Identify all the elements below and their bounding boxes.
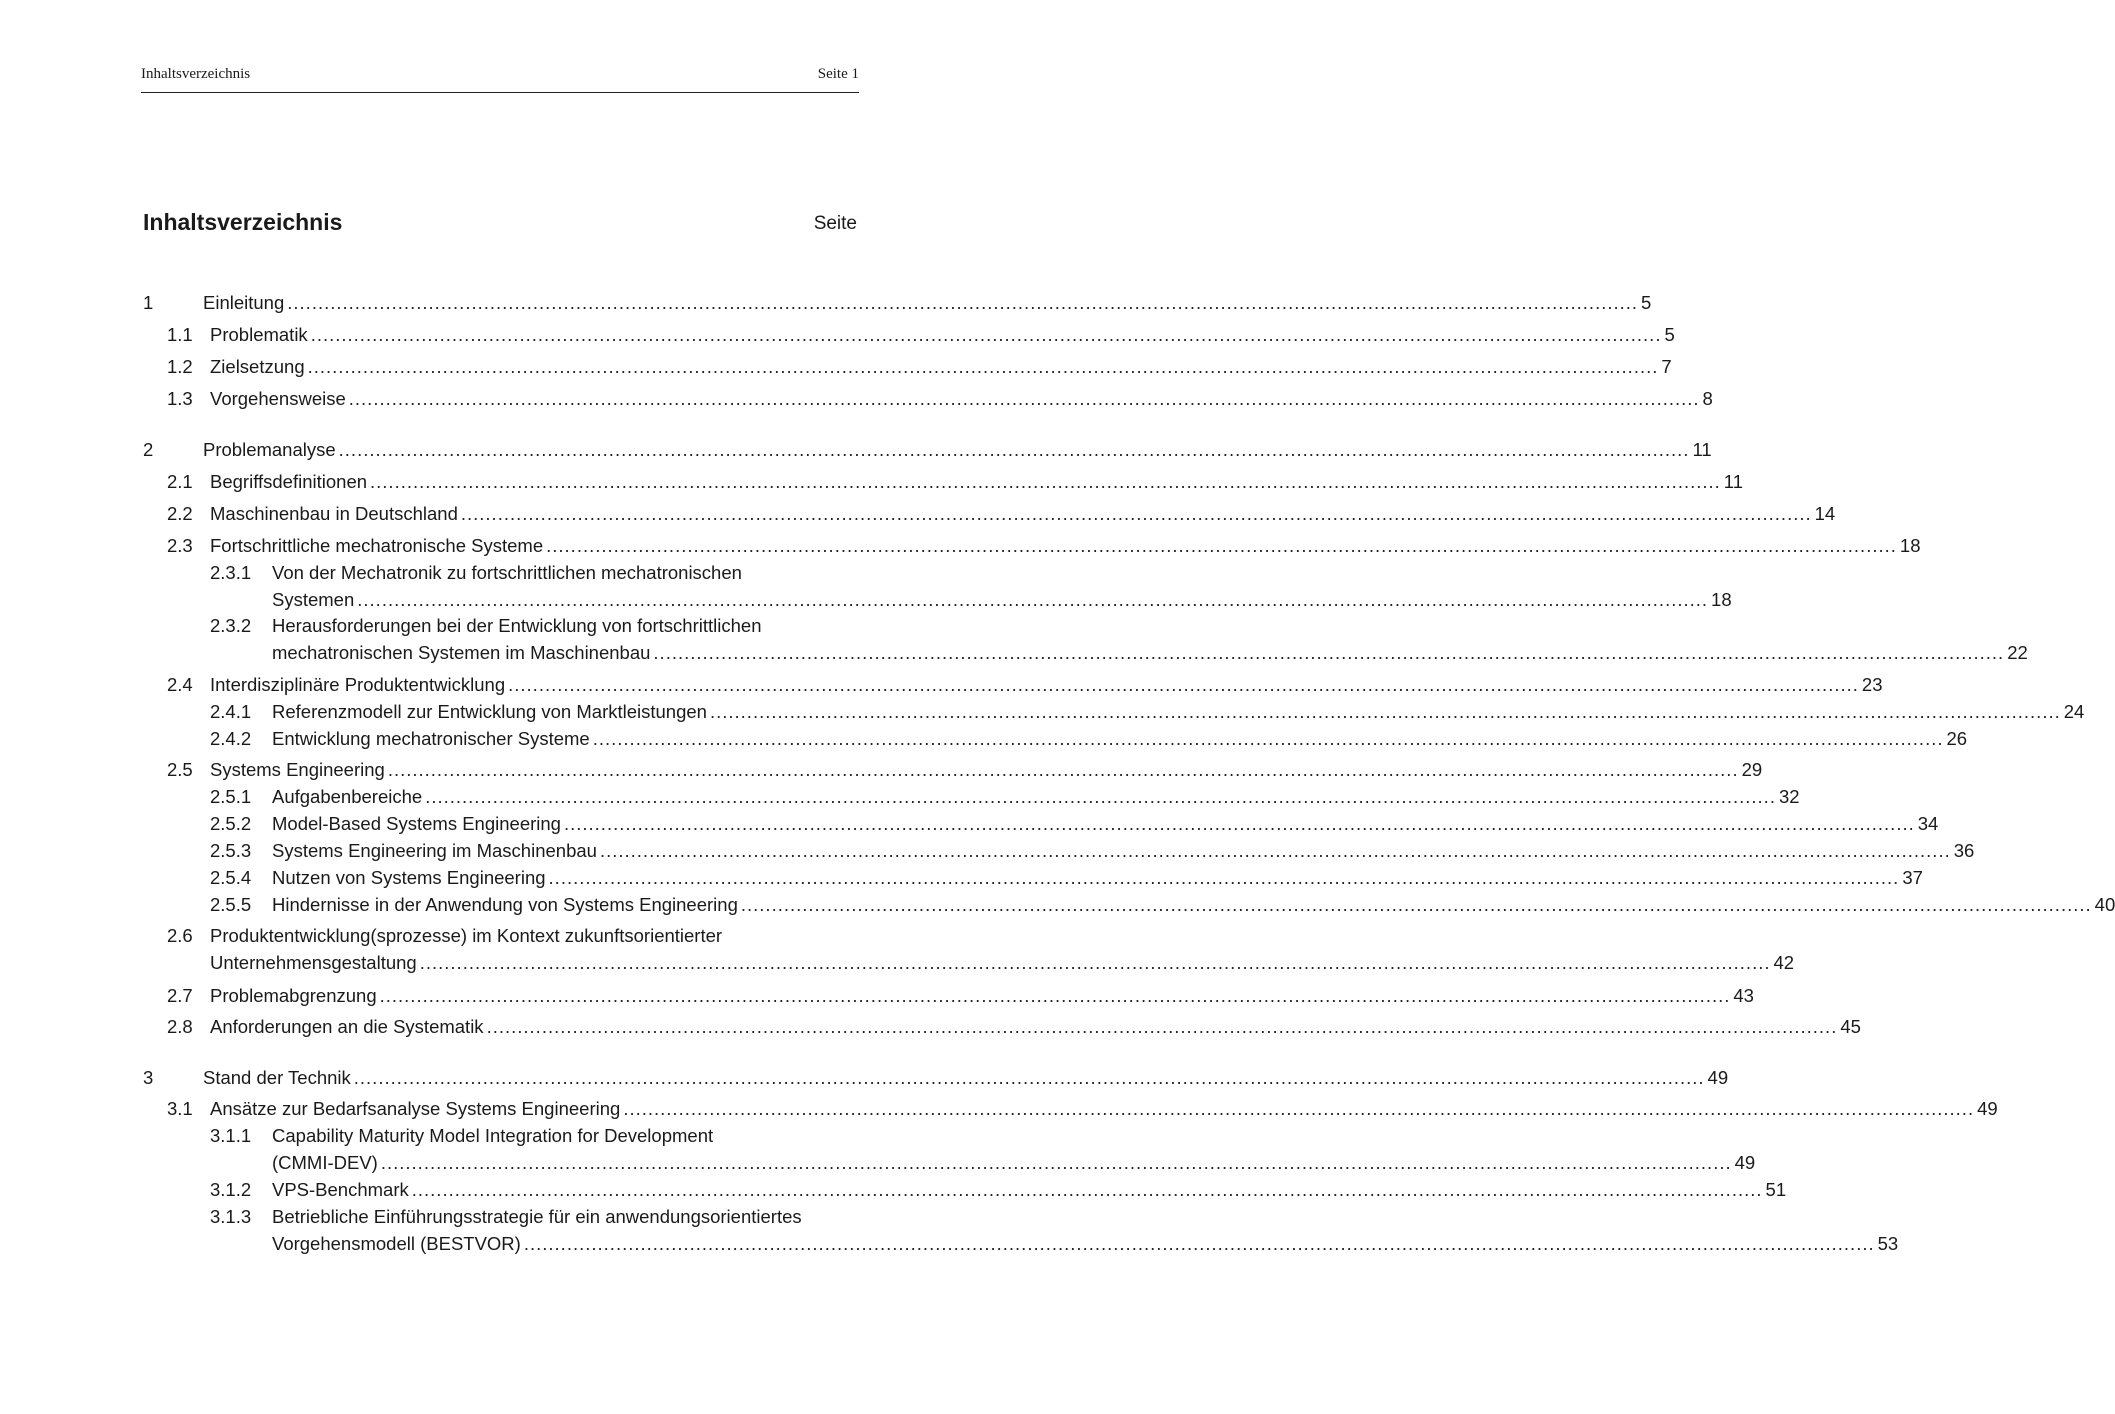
- toc-entry-number: 2.6: [167, 925, 193, 946]
- dot-leader: ............................................................................................................................................................................................................................: [623, 1098, 1975, 1119]
- dot-leader: ............................................................................................................................................................................................................................: [353, 1067, 1705, 1088]
- toc-entry-page: 40: [2094, 894, 2115, 915]
- toc-entry[interactable]: [143, 439, 1712, 466]
- dot-leader: ............................................................................................................................................................................................................................: [310, 324, 1662, 345]
- dot-leader: ............................................................................................................................................................................................................................: [380, 1152, 1732, 1173]
- dot-leader: ............................................................................................................................................................................................................................: [387, 759, 1739, 780]
- dot-leader: ............................................................................................................................................................................................................................: [563, 813, 1915, 834]
- toc-entry-title: Referenzmodell zur Entwicklung von Marktleistungen: [272, 701, 707, 722]
- toc-entry-number: 2.3.2: [210, 615, 252, 636]
- dot-leader: ............................................................................................................................................................................................................................: [523, 1233, 1875, 1254]
- toc-entry-title: (CMMI-DEV): [272, 1152, 378, 1173]
- toc-entry-title: Ansätze zur Bedarfsanalyse Systems Engineering: [210, 1098, 621, 1119]
- toc-entry-number: 1.3: [167, 388, 193, 409]
- toc-entry-title: Anforderungen an die Systematik: [210, 1016, 484, 1037]
- toc-page-column-label: Seite: [813, 213, 857, 234]
- toc-entry-number: 2.5.1: [210, 786, 252, 807]
- toc-entry[interactable]: [210, 701, 2085, 728]
- dot-leader: ............................................................................................................................................................................................................................: [653, 642, 2005, 663]
- toc-entry-page: 51: [1765, 1179, 1787, 1200]
- toc-entry-number: 3.1.1: [210, 1125, 252, 1146]
- toc-entry-number: 2.5: [167, 759, 193, 780]
- toc-entry-page: 24: [2063, 701, 2085, 722]
- toc-entry[interactable]: [210, 1206, 1899, 1260]
- toc-entry-page: 29: [1741, 759, 1763, 780]
- dot-leader: ............................................................................................................................................................................................................................: [425, 786, 1776, 807]
- toc-entry[interactable]: [210, 867, 1923, 894]
- toc-entry-page: 34: [1917, 813, 1939, 834]
- toc-entry-page: 22: [2007, 642, 2028, 663]
- toc-entry-page: 32: [1778, 786, 1800, 807]
- toc-entry-title: Von der Mechatronik zu fortschrittlichen mechatronischen: [272, 562, 742, 583]
- dot-leader: ............................................................................................................................................................................................................................: [709, 701, 2061, 722]
- toc-entry-title: Capability Maturity Model Integration for Development: [272, 1125, 714, 1146]
- toc-entry-title: Interdisziplinäre Produktentwicklung: [210, 674, 506, 695]
- toc-entry-number: 2: [143, 439, 154, 460]
- running-header: [141, 66, 859, 93]
- dot-leader: ............................................................................................................................................................................................................................: [592, 728, 1944, 749]
- toc-entry-title: Entwicklung mechatronischer Systeme: [272, 728, 590, 749]
- toc-entry-title: Vorgehensmodell (BESTVOR): [272, 1233, 521, 1254]
- toc-entry-number: 2.5.3: [210, 840, 252, 861]
- dot-leader: ............................................................................................................................................................................................................................: [599, 840, 1951, 861]
- toc-entry[interactable]: [143, 292, 1652, 319]
- toc-entry-title: Problematik: [210, 324, 308, 345]
- toc-entry-number: 2.5.4: [210, 867, 252, 888]
- toc-entry-page: 37: [1902, 867, 1923, 888]
- toc-entry[interactable]: [210, 728, 1968, 755]
- toc-entry-title: Zielsetzung: [210, 356, 305, 377]
- toc-entry[interactable]: [167, 1098, 1998, 1125]
- dot-leader: ............................................................................................................................................................................................................................: [419, 952, 1771, 973]
- toc-entry-title: Aufgabenbereiche: [272, 786, 423, 807]
- dot-leader: ............................................................................................................................................................................................................................: [548, 867, 1900, 888]
- toc-entry-number: 2.4.1: [210, 701, 252, 722]
- dot-leader: ............................................................................................................................................................................................................................: [370, 471, 1721, 492]
- dot-leader: ............................................................................................................................................................................................................................: [508, 674, 1859, 695]
- toc-entry-number: 3.1: [167, 1098, 193, 1119]
- toc-entry[interactable]: [167, 535, 1921, 562]
- toc-entry-page: 53: [1877, 1233, 1899, 1254]
- toc-entry-title: Stand der Technik: [203, 1067, 351, 1088]
- toc-entry-title: Hindernisse in der Anwendung von Systems Engineering: [272, 894, 738, 915]
- toc-entry-title: mechatronischen Systemen im Maschinenbau: [272, 642, 651, 663]
- toc-entry-page: 45: [1840, 1016, 1861, 1037]
- toc-entry-number: 2.4: [167, 674, 193, 695]
- toc-entry-page: 11: [1723, 471, 1744, 492]
- toc-entry-page: 5: [1664, 324, 1675, 345]
- toc-entry-number: 3: [143, 1067, 154, 1088]
- toc-entry-number: 1.1: [167, 324, 193, 345]
- toc-entry[interactable]: [210, 562, 1732, 616]
- toc-entry-number: 2.5.5: [210, 894, 252, 915]
- toc-entry-page: 8: [1702, 388, 1713, 409]
- toc-entry-title: Systemen: [272, 589, 355, 610]
- dot-leader: ............................................................................................................................................................................................................................: [460, 503, 1812, 524]
- toc-entry[interactable]: [210, 1125, 1756, 1179]
- toc-entry-title: Begriffsdefinitionen: [210, 471, 368, 492]
- toc-entry-page: 5: [1641, 292, 1652, 313]
- toc-entry[interactable]: [167, 503, 1836, 530]
- toc-entry[interactable]: [167, 471, 1744, 498]
- toc-entry[interactable]: [210, 813, 1939, 840]
- toc-entry-number: 2.8: [167, 1016, 193, 1037]
- toc-entry-number: 2.7: [167, 985, 193, 1006]
- toc-entry-page: 11: [1692, 439, 1712, 460]
- toc-entry[interactable]: [167, 1016, 1861, 1043]
- toc-entry[interactable]: [210, 786, 1800, 813]
- toc-entry-title: Model-Based Systems Engineering: [272, 813, 561, 834]
- toc-entry-title: Herausforderungen bei der Entwicklung von fortschrittlichen: [272, 615, 762, 636]
- toc-entry-title: Produktentwicklung(sprozesse) im Kontext zukunftsorientierter: [210, 925, 723, 946]
- toc-entry[interactable]: [210, 894, 2115, 921]
- dot-leader: ............................................................................................................................................................................................................................: [287, 292, 1639, 313]
- toc-entry-number: 2.3: [167, 535, 193, 556]
- toc-entry-page: 18: [1899, 535, 1921, 556]
- toc-entry-title: Unternehmensgestaltung: [210, 952, 417, 973]
- toc-entry-page: 49: [1707, 1067, 1729, 1088]
- toc-entry-number: 3.1.3: [210, 1206, 252, 1227]
- toc-entry[interactable]: [167, 985, 1754, 1012]
- toc-entry[interactable]: [210, 1179, 1787, 1206]
- toc-entry-number: 2.1: [167, 471, 193, 492]
- toc-entry-page: 18: [1711, 589, 1732, 610]
- toc-entry-number: 1: [143, 292, 154, 313]
- toc-entry-title: VPS-Benchmark: [272, 1179, 409, 1200]
- toc-entry-page: 49: [1734, 1152, 1756, 1173]
- toc-entry[interactable]: [210, 840, 1975, 867]
- toc-entry-page: 26: [1946, 728, 1968, 749]
- toc-entry-number: 2.4.2: [210, 728, 252, 749]
- toc-entry-number: 2.3.1: [210, 562, 252, 583]
- toc-entry-number: 2.5.2: [210, 813, 252, 834]
- toc-entry-number: 3.1.2: [210, 1179, 252, 1200]
- toc-entry-page: 42: [1773, 952, 1795, 973]
- dot-leader: ............................................................................................................................................................................................................................: [546, 535, 1897, 556]
- header-page-number: Seite 1: [817, 66, 859, 82]
- toc-entry-page: 14: [1814, 503, 1836, 524]
- toc-entry-title: Fortschrittliche mechatronische Systeme: [210, 535, 544, 556]
- toc-title: Inhaltsverzeichnis: [143, 209, 343, 235]
- toc-entry-page: 43: [1733, 985, 1754, 1006]
- toc-entry[interactable]: [167, 925, 1795, 979]
- toc-entry-title: Maschinenbau in Deutschland: [210, 503, 458, 524]
- toc-entry-page: 49: [1977, 1098, 1998, 1119]
- dot-leader: ............................................................................................................................................................................................................................: [740, 894, 2092, 915]
- toc-entry[interactable]: [167, 388, 1713, 415]
- toc-entry-title: Problemanalyse: [203, 439, 336, 460]
- toc-entry-number: 1.2: [167, 356, 193, 377]
- dot-leader: ............................................................................................................................................................................................................................: [348, 388, 1700, 409]
- toc-entry-title: Nutzen von Systems Engineering: [272, 867, 546, 888]
- dot-leader: ............................................................................................................................................................................................................................: [486, 1016, 1838, 1037]
- toc-entry-title: Vorgehensweise: [210, 388, 346, 409]
- toc-entry[interactable]: [167, 759, 1763, 786]
- toc-entry[interactable]: [167, 674, 1883, 701]
- toc-entry-number: 2.2: [167, 503, 193, 524]
- toc-entry-title: Systems Engineering im Maschinenbau: [272, 840, 597, 861]
- toc-entry-page: 7: [1661, 356, 1672, 377]
- toc-entry-page: 36: [1953, 840, 1975, 861]
- header-title: Inhaltsverzeichnis: [141, 66, 251, 82]
- toc-entry[interactable]: [167, 356, 1672, 383]
- dot-leader: ............................................................................................................................................................................................................................: [357, 589, 1709, 610]
- dot-leader: ............................................................................................................................................................................................................................: [379, 985, 1731, 1006]
- toc-entry[interactable]: [210, 615, 2028, 669]
- toc-entry-page: 23: [1861, 674, 1883, 695]
- toc-entry-title: Betriebliche Einführungsstrategie für ein anwendungsorientiertes: [272, 1206, 802, 1227]
- toc-entry-title: Systems Engineering: [210, 759, 385, 780]
- dot-leader: ............................................................................................................................................................................................................................: [411, 1179, 1763, 1200]
- toc-entry[interactable]: [167, 324, 1675, 351]
- dot-leader: ............................................................................................................................................................................................................................: [338, 439, 1690, 460]
- dot-leader: ............................................................................................................................................................................................................................: [307, 356, 1659, 377]
- toc-entry-title: Einleitung: [203, 292, 285, 313]
- toc-entry-title: Problemabgrenzung: [210, 985, 377, 1006]
- toc-entry[interactable]: [143, 1067, 1729, 1094]
